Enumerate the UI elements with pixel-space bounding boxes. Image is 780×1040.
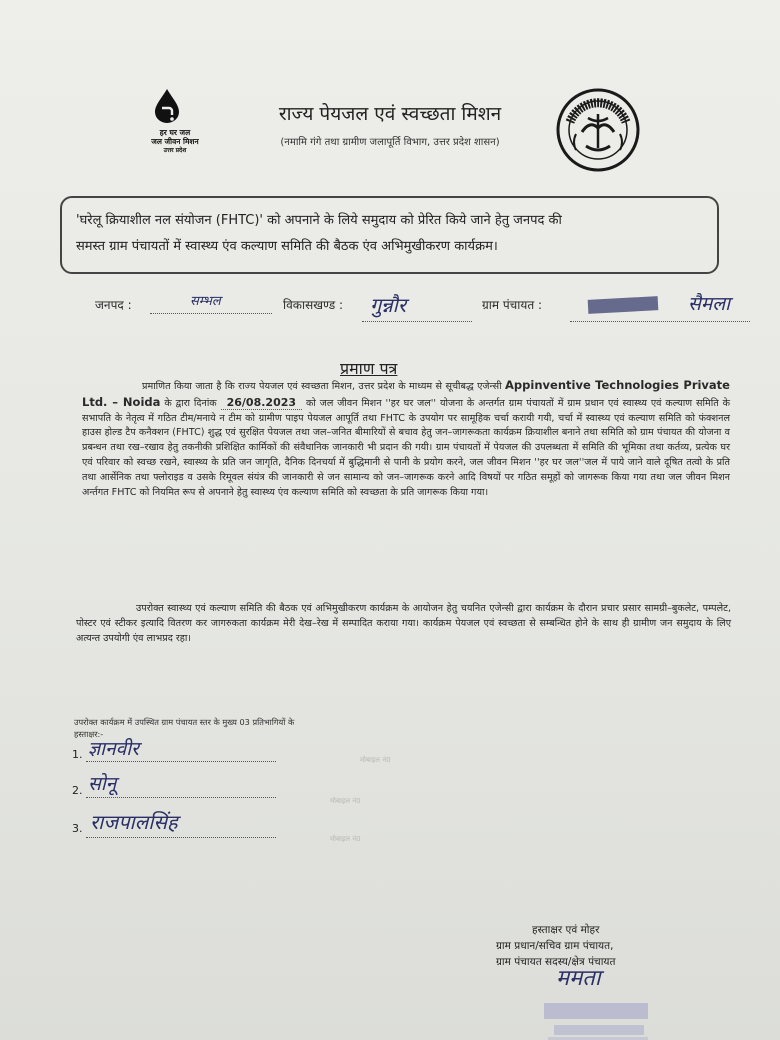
signature-seal-label: हस्ताक्षर एवं मोहर: [532, 924, 600, 936]
har-ghar-jal-logo: [140, 88, 210, 168]
agency-name: Appinventive Technologies Private Ltd. – Noida: [82, 378, 730, 409]
signature-line-3: [86, 836, 276, 838]
signature-line-2: [86, 796, 276, 798]
certificate-paragraph-2: उपरोक्त स्वास्थ्य एवं कल्याण समिति की बैठक एवं अभिमुखीकरण कार्यक्रम के आयोजन हेतु चयनित एजेन्सी द्वारा कार्यक्रम के दौरान प्रचार प्रसार सामग्री–बुकलेट, पम्पलेट, पोस्टर एवं स्टीकर इत्यादि वितरण कर जागरुकता कार्यक्रम मेरी देख–रेख में सम्पादित कराया गया। कार्यक्रम पेयजल एवं स्वच्छता से सम्बन्धित होने के साथ ही ग्रामीण जन समुदाय के लिए अत्यन्त उपयोगी एंव लाभप्रद रहा।: [76, 603, 731, 644]
signatory-signature: ममता: [556, 966, 601, 991]
panchayat-line: [570, 320, 750, 322]
block-line: [362, 320, 472, 322]
program-title-line-1: 'घरेलू क्रियाशील नल संयोजन (FHTC)' को अपनाने के लिये समुदाय को प्रेरित किये जाने हेतु जनपद की: [76, 213, 562, 228]
scribbled-out-text: [588, 296, 659, 314]
block-value: गुन्नौर: [370, 293, 407, 317]
representatives-intro-line-2: हस्ताक्षर:-: [74, 729, 104, 739]
row-number: 3.: [72, 822, 83, 835]
signatory-role-line-2: ग्राम पंचायत सदस्य/क्षेत्र पंचायत: [496, 956, 616, 968]
up-government-emblem: [556, 88, 640, 172]
water-drop-icon: [152, 88, 182, 124]
district-line: [150, 312, 272, 314]
mobile-label-2: मोबाइल नं0: [330, 797, 361, 805]
logo-text-line-2: जल जीवन मिशन: [151, 137, 199, 146]
paragraph-1-rest: को जल जीवन मिशन ''हर घर जल'' योजना के अन्तर्गत ग्राम पंचायतों में ग्राम प्रधान एवं स्वास्थ्य एवं कल्याण समिति के सभापति के नेतृत्व में गठित टीम/मनाये न टीम को ग्रामीण पाइप पेयजल आपूर्ति तथा FHTC के उपयोग पर सामूहिक चर्चा करायी गयी, चर्चा में स्वास्थ्य एवं कल्याण समिति को फंक्शनल हाउस होल्ड टैप कनैक्शन (FHTC) शुद्ध एवं सुरक्षित पेयजल तथा जल–जनित बीमारियों से बचाव हेतु जन–जागरूकता कार्यक्रम क्रियाशील बनाने तथा समिति को ग्राम पंचायत की योजना व प्रबन्धन तथा रख–रखाव हेतु तकनीकी प्रशिक्षित कार्मिकों की संवैधानिक जानकारी भी प्रदान की गयी। ग्राम पंचायतों में पेयजल की उपलब्धता में समिति की भूमिका तथा कर्तव्य, प्रत्येक घर एवं परिवार को स्वच्छ रखने, स्वास्थ्य के प्रति जन जागृति, दैनिक दिनचर्या में बुद्धिमानी से पानी के प्रयोग करने, जल जीवन मिशन ''हर घर जल''जल में पाये जाने वाले दूषित तत्वो के प्रति तथा आर्सेनिक तथा फ्लोराइड व उसके रिमूवल संयंत्र की जानकारी से जन सामान्य को जन–जागरूक करने आदि विषयों पर गठित समूहों को जागरूक किया गया तथा जल जीवन मिशन अर्न्तगत FHTC को नियमित रूप से अपनाने हेतु स्वास्थ्य एंव कल्याण समिति को स्वच्छता के प्रति जागरूक किया गया।: [82, 397, 730, 498]
row-number: 1.: [72, 748, 83, 761]
row-number: 2.: [72, 784, 83, 797]
signatory-role-line-1: ग्राम प्रधान/सचिव ग्राम पंचायत,: [496, 940, 614, 952]
representative-signature-1: ज्ञानवीर: [88, 738, 139, 760]
document-title: राज्य पेयजल एवं स्वच्छता मिशन: [278, 103, 502, 125]
logo-text-line-3: उत्तर प्रदेश: [163, 147, 187, 154]
district-label: जनपद :: [95, 298, 132, 312]
logo-text-line-1: हर घर जल: [159, 128, 191, 137]
representative-row-2: [72, 784, 83, 797]
program-title-box: [60, 196, 719, 274]
certificate-title: प्रमाण पत्र: [340, 359, 398, 378]
panchayat-value: सैमला: [688, 293, 731, 315]
representative-row-1: [72, 748, 83, 761]
document-subtitle: (नमामि गंगे तथा ग्रामीण जलापूर्ति विभाग, उत्तर प्रदेश शासन): [280, 137, 500, 148]
panchayat-label: ग्राम पंचायत :: [482, 298, 543, 312]
representative-signature-3: राजपालसिंह: [90, 810, 178, 834]
program-title-line-2: समस्त ग्राम पंचायतों में स्वास्थ्य एंव कल्याण समिति की बैठक एंव अभिमुखीकरण कार्यक्रम।: [76, 239, 498, 254]
representative-row-3: [72, 822, 83, 835]
certificate-paragraph-1: [82, 378, 730, 500]
mobile-label-3: मोबाइल नं0: [330, 835, 361, 843]
paragraph-1-start: प्रमाणित किया जाता है कि राज्य पेयजल एवं स्वच्छता मिशन, उत्तर प्रदेश के माध्यम से सूचीबद्ध एजेन्सी: [142, 381, 502, 392]
representative-signature-2: सोनू: [88, 773, 117, 795]
block-label: विकासखण्ड :: [283, 298, 344, 312]
official-stamp: [540, 985, 680, 1040]
paragraph-1-date-prefix: के द्वारा दिनांक: [164, 397, 217, 409]
mobile-label-1: मोबाइल नं0: [360, 756, 391, 764]
representatives-intro-line-1: उपरोक्त कार्यक्रम में उपस्थित ग्राम पंचायत स्तर के मुख्य 03 प्रतिभागियों के: [74, 717, 295, 727]
district-value: सम्भल: [190, 294, 221, 309]
event-date: 26/08.2023: [221, 396, 302, 410]
